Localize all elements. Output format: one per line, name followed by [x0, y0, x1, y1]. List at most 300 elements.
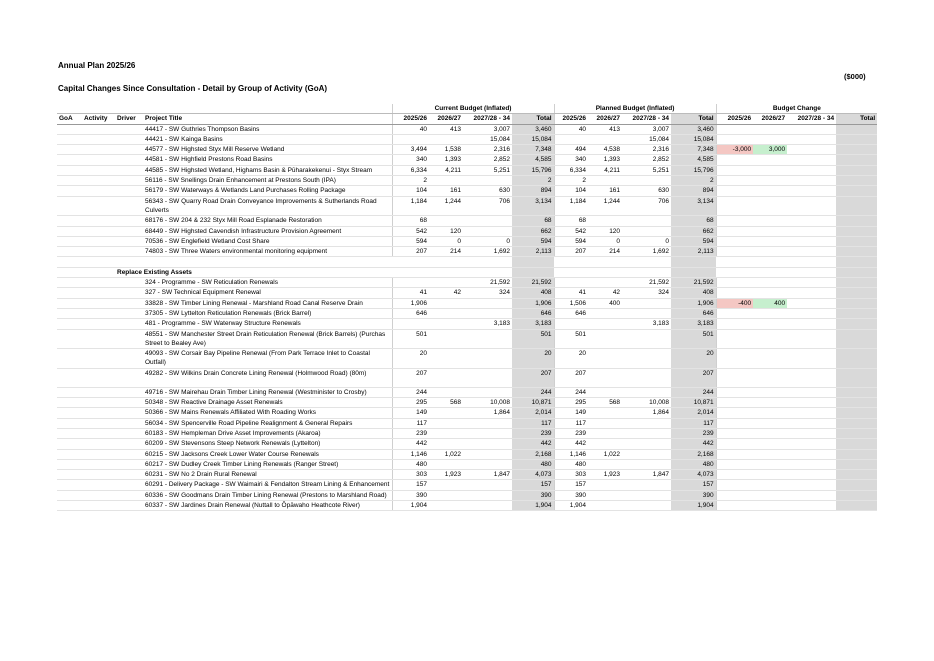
planned-value-cell: 662 — [671, 226, 716, 236]
planned-value-cell — [588, 500, 622, 510]
table-row — [57, 176, 877, 186]
change-value-cell — [787, 480, 836, 490]
project-title: 327 - SW Technical Equipment Renewal — [143, 288, 392, 298]
change-value-cell: -400 — [716, 298, 753, 308]
planned-value-cell: 0 — [622, 236, 671, 246]
table-row — [57, 186, 877, 196]
change-value-cell — [716, 134, 753, 144]
change-value-cell — [836, 480, 877, 490]
current-value-cell — [429, 349, 463, 369]
project-title: 37305 - SW Lyttelton Reticulation Renewals (Brick Barrel) — [143, 308, 392, 318]
planned-value-cell: 10,008 — [622, 398, 671, 408]
current-value-cell: 0 — [463, 236, 512, 246]
planned-value-cell: 480 — [554, 459, 588, 469]
table-row — [57, 165, 877, 175]
change-value-cell — [836, 418, 877, 428]
table-row — [57, 216, 877, 226]
change-value-cell — [753, 500, 787, 510]
planned-value-cell: 104 — [554, 186, 588, 196]
change-value-cell — [836, 408, 877, 418]
change-value-cell — [836, 319, 877, 329]
change-value-cell — [787, 349, 836, 369]
project-title: 44577 - SW Highsted Styx Mill Reserve Wetland — [143, 145, 392, 155]
change-value-cell — [753, 124, 787, 134]
current-value-cell — [463, 176, 512, 186]
current-value-cell: 244 — [512, 387, 554, 397]
planned-value-cell — [622, 176, 671, 186]
change-value-cell — [787, 308, 836, 318]
project-title: 44421 - SW Kainga Basins — [143, 134, 392, 144]
current-value-cell — [463, 500, 512, 510]
project-title: 68449 - SW Highsted Cavendish Infrastructure Provision Agreement — [143, 226, 392, 236]
project-title: 60209 - SW Stevensons Steep Network Renewals (Lyttelton) — [143, 439, 392, 449]
planned-value-cell — [588, 490, 622, 500]
current-value-cell: 542 — [392, 226, 429, 236]
change-value-cell — [836, 490, 877, 500]
current-value-cell — [429, 490, 463, 500]
planned-value-cell: 239 — [554, 428, 588, 438]
change-value-cell — [753, 368, 787, 387]
planned-value-cell — [622, 226, 671, 236]
planned-value-cell — [622, 349, 671, 369]
project-title: 60336 - SW Goodmans Drain Timber Lining Renewal (Prestons to Marshland Road) — [143, 490, 392, 500]
current-value-cell: 894 — [512, 186, 554, 196]
current-value-cell — [463, 418, 512, 428]
table-row — [57, 226, 877, 236]
planned-value-cell: 4,211 — [588, 165, 622, 175]
current-value-cell: 1,393 — [429, 155, 463, 165]
change-value-cell — [836, 216, 877, 226]
change-value-cell — [836, 329, 877, 349]
planned-value-cell — [622, 480, 671, 490]
current-value-cell: 207 — [512, 368, 554, 387]
change-value-cell — [716, 480, 753, 490]
planned-value-cell — [588, 459, 622, 469]
planned-value-cell: 6,334 — [554, 165, 588, 175]
planned-value-cell: 161 — [588, 186, 622, 196]
current-value-cell: 3,183 — [512, 319, 554, 329]
change-value-cell — [753, 470, 787, 480]
change-value-cell — [716, 387, 753, 397]
table-row — [57, 329, 877, 349]
change-value-cell — [753, 186, 787, 196]
planned-value-cell — [622, 428, 671, 438]
column-header: Project Title — [143, 114, 392, 124]
change-value-cell — [716, 368, 753, 387]
planned-value-cell: 1,904 — [554, 500, 588, 510]
planned-budget-header: Planned Budget (Inflated) — [554, 104, 716, 114]
planned-value-cell: 408 — [671, 288, 716, 298]
planned-value-cell: 442 — [671, 439, 716, 449]
table-row — [57, 387, 877, 397]
change-value-cell — [836, 186, 877, 196]
change-value-cell — [753, 319, 787, 329]
section-title: Replace Existing Assets — [115, 267, 392, 277]
change-value-cell — [836, 439, 877, 449]
current-value-cell: 0 — [429, 236, 463, 246]
current-value-cell: 120 — [429, 226, 463, 236]
project-title: 56034 - SW Spencerville Road Pipeline Realignment & General Repairs — [143, 418, 392, 428]
planned-value-cell: 2,852 — [622, 155, 671, 165]
table-row — [57, 134, 877, 144]
current-value-cell: 1,244 — [429, 196, 463, 216]
change-value-cell — [836, 278, 877, 288]
change-value-cell — [753, 196, 787, 216]
change-value-cell — [753, 176, 787, 186]
planned-value-cell: 207 — [554, 368, 588, 387]
planned-value-cell: 3,183 — [671, 319, 716, 329]
current-value-cell — [463, 428, 512, 438]
current-value-cell: 2,316 — [463, 145, 512, 155]
current-value-cell — [463, 329, 512, 349]
planned-value-cell: 157 — [554, 480, 588, 490]
change-value-cell — [753, 349, 787, 369]
change-value-cell — [716, 278, 753, 288]
planned-value-cell: 1,906 — [671, 298, 716, 308]
planned-value-cell: 1,864 — [622, 408, 671, 418]
change-value-cell — [836, 155, 877, 165]
current-value-cell: 390 — [512, 490, 554, 500]
planned-value-cell: 4,538 — [588, 145, 622, 155]
planned-value-cell: 117 — [671, 418, 716, 428]
planned-value-cell: 542 — [554, 226, 588, 236]
column-header: 2027/28 - 34 — [622, 114, 671, 124]
current-value-cell — [429, 408, 463, 418]
current-value-cell: 2,852 — [463, 155, 512, 165]
table-row — [57, 319, 877, 329]
current-value-cell: 390 — [392, 490, 429, 500]
project-title: 481 - Programme - SW Waterway Structure Renewals — [143, 319, 392, 329]
planned-value-cell: 68 — [671, 216, 716, 226]
planned-value-cell — [588, 308, 622, 318]
project-title: 60337 - SW Jardines Drain Renewal (Nuttall to Ōpāwaho Heathcote River) — [143, 500, 392, 510]
change-value-cell — [787, 236, 836, 246]
change-value-cell — [716, 439, 753, 449]
current-value-cell: 480 — [392, 459, 429, 469]
current-value-cell: 161 — [429, 186, 463, 196]
current-value-cell: 207 — [392, 368, 429, 387]
change-value-cell — [753, 236, 787, 246]
change-value-cell — [787, 186, 836, 196]
planned-value-cell — [554, 319, 588, 329]
spacer-row — [57, 257, 877, 267]
units-label: ($000) — [844, 72, 866, 81]
planned-value-cell: 324 — [622, 288, 671, 298]
current-value-cell: 2,168 — [512, 449, 554, 459]
current-value-cell: 442 — [512, 439, 554, 449]
current-value-cell: 1,906 — [392, 298, 429, 308]
column-header: 2026/27 — [429, 114, 463, 124]
change-value-cell — [836, 428, 877, 438]
current-value-cell: 20 — [392, 349, 429, 369]
current-value-cell: 1,906 — [512, 298, 554, 308]
table-row — [57, 449, 877, 459]
change-value-cell — [787, 418, 836, 428]
change-value-cell — [836, 449, 877, 459]
project-title: 33828 - SW Timber Lining Renewal - Marshland Road Canal Reserve Drain — [143, 298, 392, 308]
current-value-cell: 239 — [512, 428, 554, 438]
column-header: 2027/28 - 34 — [463, 114, 512, 124]
current-value-cell: 15,796 — [512, 165, 554, 175]
change-value-cell — [716, 398, 753, 408]
current-value-cell: 1,864 — [463, 408, 512, 418]
planned-value-cell: 21,592 — [622, 278, 671, 288]
current-value-cell — [463, 480, 512, 490]
planned-value-cell: 390 — [554, 490, 588, 500]
project-title: 50348 - SW Reactive Drainage Asset Renewals — [143, 398, 392, 408]
change-value-cell — [787, 176, 836, 186]
change-value-cell — [716, 319, 753, 329]
current-value-cell: 1,022 — [429, 449, 463, 459]
current-value-cell: 3,007 — [463, 124, 512, 134]
column-header: 2025/26 — [554, 114, 588, 124]
change-value-cell — [716, 500, 753, 510]
section-row — [57, 267, 877, 277]
current-value-cell: 442 — [392, 439, 429, 449]
table-row — [57, 408, 877, 418]
planned-value-cell — [588, 319, 622, 329]
planned-value-cell: 3,183 — [622, 319, 671, 329]
current-value-cell: 594 — [512, 236, 554, 246]
planned-value-cell: 120 — [588, 226, 622, 236]
planned-value-cell — [622, 490, 671, 500]
current-value-cell — [463, 298, 512, 308]
planned-value-cell — [622, 298, 671, 308]
change-value-cell — [716, 449, 753, 459]
planned-value-cell: 41 — [554, 288, 588, 298]
change-value-cell — [787, 155, 836, 165]
planned-value-cell — [588, 216, 622, 226]
current-value-cell: 2,113 — [512, 247, 554, 257]
table-row — [57, 278, 877, 288]
current-value-cell — [429, 387, 463, 397]
planned-value-cell: 20 — [671, 349, 716, 369]
project-title: 60215 - SW Jacksons Creek Lower Water Course Renewals — [143, 449, 392, 459]
change-value-cell — [716, 408, 753, 418]
planned-value-cell: 10,871 — [671, 398, 716, 408]
change-value-cell: -3,000 — [716, 145, 753, 155]
change-value-cell — [716, 186, 753, 196]
change-value-cell — [753, 134, 787, 144]
planned-value-cell: 568 — [588, 398, 622, 408]
current-value-cell — [463, 368, 512, 387]
project-title: 68176 - SW 204 & 232 Styx Mill Road Esplanade Restoration — [143, 216, 392, 226]
current-value-cell — [463, 349, 512, 369]
column-header: Total — [671, 114, 716, 124]
project-title: 60291 - Delivery Package - SW Waimairi & Fendalton Stream Lining & Enhancement — [143, 480, 392, 490]
current-value-cell: 295 — [392, 398, 429, 408]
current-value-cell: 501 — [512, 329, 554, 349]
planned-value-cell: 2,168 — [671, 449, 716, 459]
current-value-cell: 413 — [429, 124, 463, 134]
current-value-cell — [463, 216, 512, 226]
planned-value-cell: 15,084 — [622, 134, 671, 144]
current-value-cell: 244 — [392, 387, 429, 397]
change-value-cell — [753, 165, 787, 175]
change-value-cell — [716, 428, 753, 438]
planned-value-cell — [588, 428, 622, 438]
column-header: 2027/28 - 34 — [787, 114, 836, 124]
change-value-cell — [836, 176, 877, 186]
change-value-cell — [753, 439, 787, 449]
change-value-cell — [716, 490, 753, 500]
current-value-cell: 2,014 — [512, 408, 554, 418]
change-value-cell — [836, 298, 877, 308]
table-row — [57, 459, 877, 469]
planned-value-cell: 1,923 — [588, 470, 622, 480]
current-value-cell: 6,334 — [392, 165, 429, 175]
change-value-cell: 3,000 — [753, 145, 787, 155]
change-value-cell — [753, 329, 787, 349]
current-value-cell — [429, 480, 463, 490]
change-value-cell — [716, 459, 753, 469]
current-value-cell: 15,084 — [463, 134, 512, 144]
column-header: 2026/27 — [753, 114, 787, 124]
change-value-cell — [836, 308, 877, 318]
change-value-cell — [836, 459, 877, 469]
current-value-cell: 68 — [512, 216, 554, 226]
project-title: 50366 - SW Mains Renewals Affiliated With Roading Works — [143, 408, 392, 418]
group-header-row — [57, 104, 877, 114]
project-title: 60231 - SW No 2 Drain Rural Renewal — [143, 470, 392, 480]
current-value-cell — [429, 298, 463, 308]
current-value-cell — [463, 226, 512, 236]
current-value-cell: 1,847 — [463, 470, 512, 480]
change-value-cell — [787, 428, 836, 438]
column-header: Driver — [115, 114, 143, 124]
planned-value-cell — [588, 134, 622, 144]
change-value-cell — [836, 500, 877, 510]
current-value-cell — [429, 134, 463, 144]
change-value-cell — [836, 470, 877, 480]
planned-value-cell — [622, 449, 671, 459]
document-title: Annual Plan 2025/26 — [58, 61, 136, 70]
planned-value-cell: 594 — [554, 236, 588, 246]
current-value-cell: 706 — [463, 196, 512, 216]
change-value-cell — [716, 329, 753, 349]
planned-value-cell: 207 — [554, 247, 588, 257]
change-value-cell — [716, 196, 753, 216]
current-value-cell — [429, 418, 463, 428]
table-row — [57, 145, 877, 155]
project-title: 70536 - SW Englefield Wetland Cost Share — [143, 236, 392, 246]
change-value-cell — [716, 247, 753, 257]
change-value-cell — [753, 480, 787, 490]
change-value-cell — [753, 155, 787, 165]
current-value-cell: 1,538 — [429, 145, 463, 155]
change-value-cell — [836, 145, 877, 155]
table-row — [57, 490, 877, 500]
change-value-cell — [787, 470, 836, 480]
project-title: 49282 - SW Wilkins Drain Concrete Lining Renewal (Holmwood Road) (80m) — [143, 368, 392, 387]
change-value-cell — [716, 176, 753, 186]
planned-value-cell: 413 — [588, 124, 622, 134]
change-value-cell — [716, 165, 753, 175]
planned-value-cell: 2,113 — [671, 247, 716, 257]
change-value-cell — [787, 134, 836, 144]
table-row — [57, 288, 877, 298]
current-value-cell: 7,348 — [512, 145, 554, 155]
planned-value-cell: 295 — [554, 398, 588, 408]
change-value-cell — [787, 196, 836, 216]
current-value-cell — [463, 490, 512, 500]
column-header: Total — [512, 114, 554, 124]
table-row — [57, 308, 877, 318]
current-value-cell — [429, 439, 463, 449]
planned-value-cell: 2 — [671, 176, 716, 186]
planned-value-cell: 706 — [622, 196, 671, 216]
planned-value-cell: 1,022 — [588, 449, 622, 459]
change-value-cell — [836, 196, 877, 216]
change-value-cell — [787, 408, 836, 418]
change-value-cell — [753, 387, 787, 397]
current-value-cell: 15,084 — [512, 134, 554, 144]
current-value-cell: 117 — [512, 418, 554, 428]
project-title: 44585 - SW Highsted Wetland, Highams Basin & Pūharakekenui - Styx Stream — [143, 165, 392, 175]
current-value-cell: 5,251 — [463, 165, 512, 175]
project-title: 60183 - SW Hempleman Drive Asset Improvements (Akaroa) — [143, 428, 392, 438]
change-value-cell — [753, 247, 787, 257]
table-row — [57, 349, 877, 369]
current-value-cell: 40 — [392, 124, 429, 134]
planned-value-cell: 40 — [554, 124, 588, 134]
planned-value-cell: 501 — [671, 329, 716, 349]
current-value-cell — [463, 308, 512, 318]
project-title: 56343 - SW Quarry Road Drain Conveyance Improvements & Sutherlands Road Culverts — [143, 196, 392, 216]
planned-value-cell: 630 — [622, 186, 671, 196]
planned-value-cell — [588, 176, 622, 186]
planned-value-cell — [554, 278, 588, 288]
current-value-cell: 21,592 — [463, 278, 512, 288]
planned-value-cell: 1,393 — [588, 155, 622, 165]
current-value-cell: 239 — [392, 428, 429, 438]
current-value-cell — [429, 278, 463, 288]
planned-value-cell: 42 — [588, 288, 622, 298]
table-row — [57, 418, 877, 428]
planned-value-cell: 20 — [554, 349, 588, 369]
planned-value-cell: 214 — [588, 247, 622, 257]
current-value-cell: 3,183 — [463, 319, 512, 329]
change-value-cell — [787, 490, 836, 500]
current-value-cell: 20 — [512, 349, 554, 369]
table-row — [57, 298, 877, 308]
planned-value-cell — [622, 308, 671, 318]
table-row — [57, 500, 877, 510]
change-value-cell — [836, 226, 877, 236]
planned-value-cell — [622, 418, 671, 428]
planned-value-cell — [554, 134, 588, 144]
current-value-cell: 594 — [392, 236, 429, 246]
project-title: 56179 - SW Waterways & Wetlands Land Purchases Rolling Package — [143, 186, 392, 196]
planned-value-cell — [588, 368, 622, 387]
planned-value-cell: 1,184 — [554, 196, 588, 216]
table-row — [57, 236, 877, 246]
current-value-cell — [429, 319, 463, 329]
change-value-cell — [836, 349, 877, 369]
planned-value-cell: 1,847 — [622, 470, 671, 480]
table-row — [57, 398, 877, 408]
current-value-cell: 501 — [392, 329, 429, 349]
planned-value-cell: 390 — [671, 490, 716, 500]
planned-value-cell: 1,692 — [622, 247, 671, 257]
change-value-cell — [787, 247, 836, 257]
change-value-cell: 400 — [753, 298, 787, 308]
planned-value-cell: 340 — [554, 155, 588, 165]
change-value-cell — [716, 236, 753, 246]
change-value-cell — [753, 278, 787, 288]
change-value-cell — [836, 398, 877, 408]
planned-value-cell: 400 — [588, 298, 622, 308]
